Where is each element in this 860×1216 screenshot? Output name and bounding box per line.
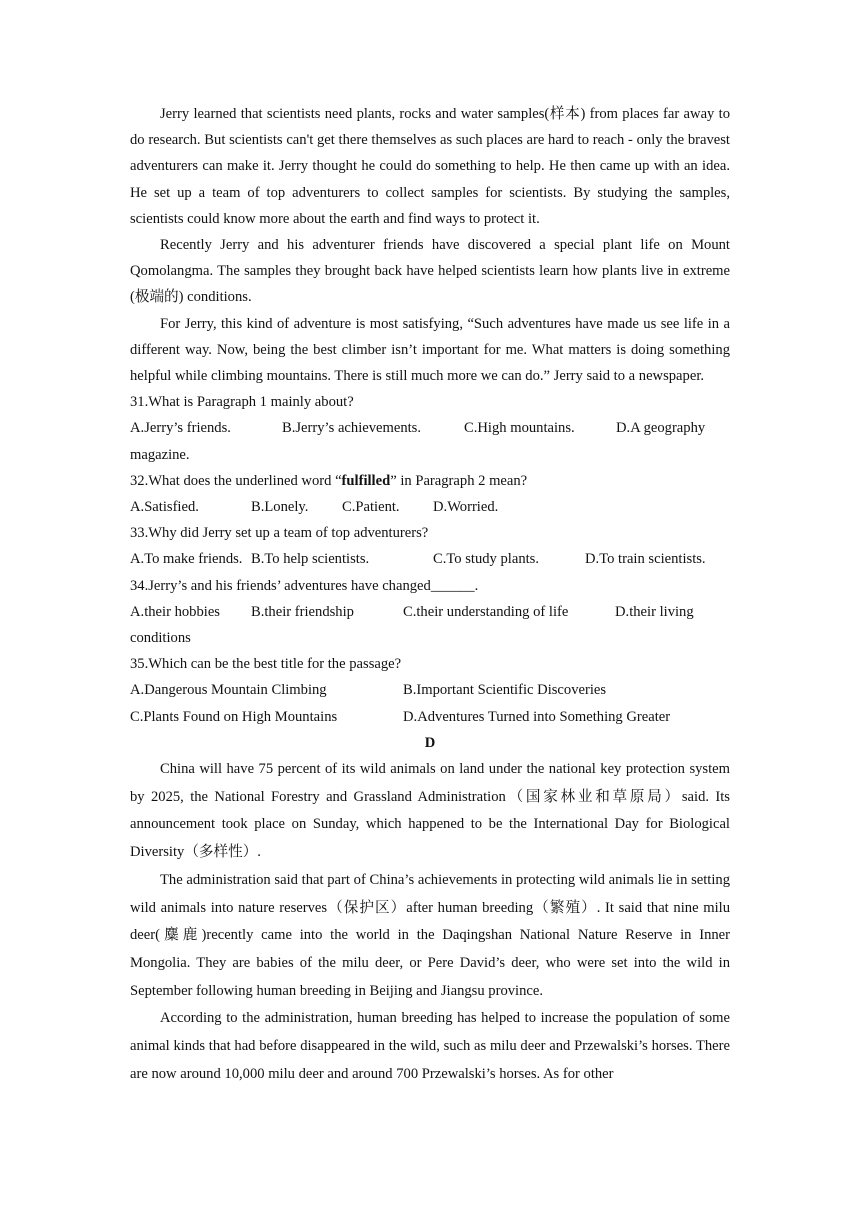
question-31-stem: 31.What is Paragraph 1 mainly about? bbox=[130, 394, 354, 411]
option-b: B.To help scientists. bbox=[251, 551, 370, 568]
question-35-options-row-2 bbox=[130, 704, 730, 730]
option-d: D.their living bbox=[615, 603, 694, 620]
question-32 bbox=[130, 468, 730, 520]
stem-text-after: ” in Paragraph 2 mean? bbox=[390, 472, 528, 489]
option-d: D.Worried. bbox=[433, 499, 499, 516]
option-b: B.Lonely. bbox=[251, 499, 309, 516]
question-33-options bbox=[130, 546, 730, 572]
question-34-stem: 34.Jerry’s and his friends’ adventures have changed______. bbox=[130, 577, 479, 594]
option-b: B.their friendship bbox=[251, 603, 354, 620]
option-b: B.Important Scientific Discoveries bbox=[403, 682, 607, 699]
passage-c-paragraph-2: Recently Jerry and his adventurer friends have discovered a special plant life on Mount Qomolangma. The samples they brought back have helped scientists learn how plants live in extreme (极端的) conditions. bbox=[130, 237, 730, 306]
option-d-continuation: conditions bbox=[130, 630, 191, 646]
option-a: A.their hobbies bbox=[130, 603, 220, 620]
option-d: D.To train scientists. bbox=[585, 551, 706, 568]
question-32-stem bbox=[130, 468, 730, 494]
option-c: C.their understanding of life bbox=[403, 603, 569, 620]
question-34-options bbox=[130, 599, 730, 625]
page-content bbox=[130, 101, 730, 1088]
option-a: A.Satisfied. bbox=[130, 499, 199, 516]
option-c: C.Plants Found on High Mountains bbox=[130, 708, 338, 725]
passage-c-paragraph-3: For Jerry, this kind of adventure is most satisfying, “Such adventures have made us see life in a different way. Now, being the best climber isn’t important for me. What matters is doing something helpful while climbing mountains. There is still much more we can do.” Jerry said to a newspaper. bbox=[130, 315, 730, 385]
option-c: C.High mountains. bbox=[464, 420, 575, 437]
question-35 bbox=[130, 651, 730, 730]
question-31-options bbox=[130, 415, 730, 441]
question-35-options-row-1 bbox=[130, 677, 730, 703]
question-32-options bbox=[130, 494, 730, 520]
option-b: B.Jerry’s achievements. bbox=[282, 420, 422, 437]
passage-d-paragraph-1: China will have 75 percent of its wild animals on land under the national key protection system by 2025, the National Forestry and Grassland Administration（国家林业和草原局）said. Its announcement took place on Sunday, which happened to be the International Day for Biological Diversity（多样性）. bbox=[130, 760, 730, 861]
passage-d bbox=[130, 730, 730, 1089]
section-heading: D bbox=[424, 734, 436, 751]
option-c: C.To study plants. bbox=[433, 551, 540, 568]
option-c: C.Patient. bbox=[342, 499, 400, 516]
option-d: D.A geography bbox=[616, 420, 706, 437]
option-a: A.Jerry’s friends. bbox=[130, 420, 231, 437]
option-d-continuation: magazine. bbox=[130, 446, 190, 463]
option-a: A.Dangerous Mountain Climbing bbox=[130, 682, 327, 699]
question-34 bbox=[130, 573, 730, 652]
stem-text-before: 32.What does the underlined word “ bbox=[130, 472, 342, 489]
option-d: D.Adventures Turned into Something Greater bbox=[403, 708, 671, 725]
question-35-stem: 35.Which can be the best title for the passage? bbox=[130, 656, 402, 673]
passage-c-paragraph-1: Jerry learned that scientists need plants, rocks and water samples(样本) from places far away to do research. But scientists can't get there themselves as such places are hard to reach - only the bravest adventurers can make it. Jerry thought he could do something to help. He then came up with an idea. He set up a team of top adventurers to collect samples for scientists. By studying the samples, scientists could know more about the earth and find ways to protect it. bbox=[130, 106, 730, 227]
question-31 bbox=[130, 389, 730, 468]
question-33 bbox=[130, 520, 730, 572]
option-a: A.To make friends. bbox=[130, 551, 243, 568]
passage-d-paragraph-3: According to the administration, human breeding has helped to increase the population of some animal kinds that had before disappeared in the wild, such as milu deer and Przewalski’s horses. There are now around 10,000 milu deer and around 700 Przewalski’s horses. As for other bbox=[130, 1010, 730, 1082]
underlined-word: fulfilled bbox=[341, 472, 391, 489]
passage-d-paragraph-2: The administration said that part of China’s achievements in protecting wild animals lie in setting wild animals into nature reserves（保护区）after human breeding（繁殖）. It said that nine milu deer(麋鹿)recently came into the world in the Daqingshan National Nature Reserve in Inner Mongolia. They are babies of the milu deer, or Pere David’s deer, who were set into the wild in September following human breeding in Beijing and Jiangsu province. bbox=[130, 871, 730, 999]
question-33-stem: 33.Why did Jerry set up a team of top adventurers? bbox=[130, 525, 429, 542]
passage-c bbox=[130, 101, 730, 389]
